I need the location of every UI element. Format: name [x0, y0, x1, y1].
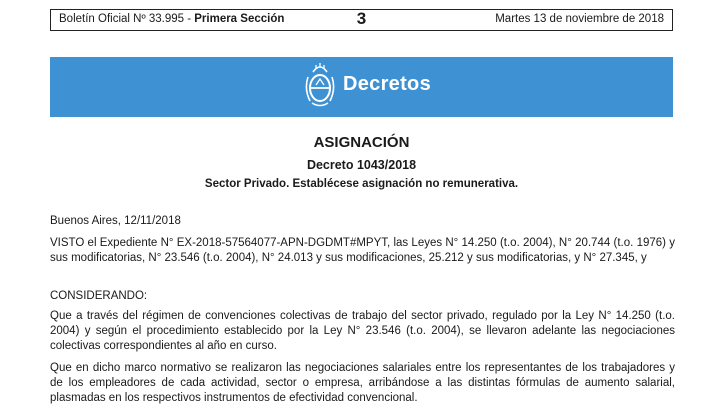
section-title: Decretos [343, 73, 431, 95]
considerando-label: CONSIDERANDO: [50, 290, 148, 302]
considerando-paragraph-2: Que en dicho marco normativo se realizaron las negociaciones salariales entre los representantes de los trabajadores y de los empleadores de cada actividad, sector o empresa, arribándose a las distintas fórmulas de aumento salarial, plasmadas en los respectivos instrumentos de efectividad convencional. [50, 362, 675, 404]
decree-number: Decreto 1043/2018 [306, 158, 417, 172]
section-name: Primera Sección [194, 13, 285, 25]
bulletin-date: Martes 13 de noviembre de 2018 [495, 13, 664, 25]
decree-heading: ASIGNACIÓN [313, 134, 410, 151]
considerando-paragraph-1: Que a través del régimen de convenciones colectivas de trabajo del sector privado, regulado por la Ley N° 14.250 (t.o. 2004) y según el procedimiento establecido por la Ley N° 23.546 (t.o. 2004), se llevaron adelante las negociaciones colectivas correspondientes al año en curso. [50, 310, 675, 352]
page-number: 3 [356, 9, 367, 28]
bulletin-number: Boletín Oficial Nº 33.995 - [59, 13, 195, 25]
place-date: Buenos Aires, 12/11/2018 [50, 215, 181, 227]
bulletin-header [50, 9, 673, 31]
argentina-coat-of-arms-icon [304, 63, 336, 109]
visto-paragraph: VISTO el Expediente N° EX-2018-57564077-APN-DGDMT#MPYT, las Leyes N° 14.250 (t.o. 2004), N° 20.744 (t.o. 1976) y sus modificatorias, N° 23.546 (t.o. 2004), N° 24.013 y sus modificaciones, 25.212 y sus modificatorias, y N° 27.345, y [50, 237, 675, 264]
decree-summary: Sector Privado. Establécese asignación no remunerativa. [204, 178, 519, 190]
section-banner [50, 57, 673, 117]
bulletin-info [59, 13, 284, 25]
